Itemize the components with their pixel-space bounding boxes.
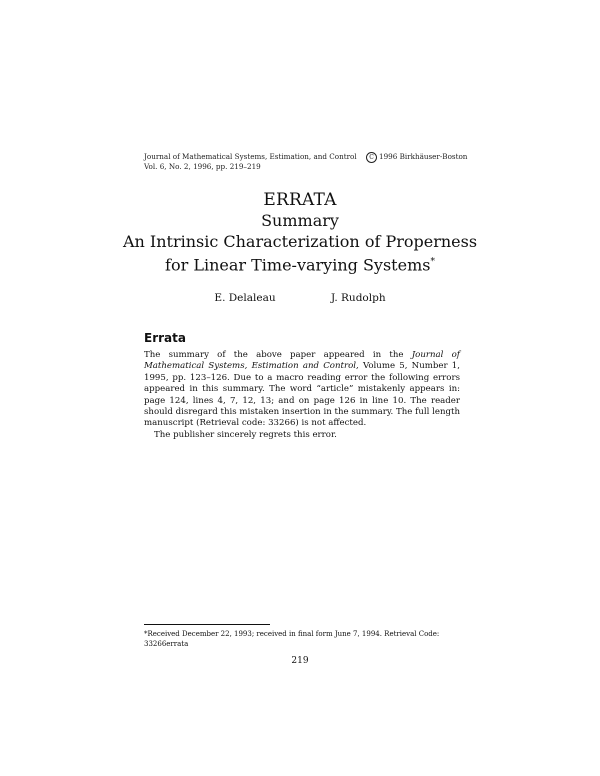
author-1: E. Delaleau [214,292,276,304]
title-summary: Summary [261,211,339,230]
title-footnote-marker: * [430,257,435,267]
journal-line-2: Vol. 6, No. 2, 1996, pp. 219–219 [144,162,261,171]
paper-title-line-1: An Intrinsic Characterization of Properness [122,232,478,251]
title-errata: ERRATA [263,190,337,210]
copyright-notice [366,152,467,163]
page-number: 219 [291,656,309,666]
paragraph-1-start: The summary of the above paper appeared in the [144,350,412,360]
body-text [144,350,460,441]
journal-citation: Journal of Mathematical Systems, Estimation and Control, [144,350,460,372]
footnote: *Received December 22, 1993; received in final form June 7, 1994. Retrieval Code: 33266errata [144,630,440,648]
authors [0,292,600,304]
copyright-text: 1996 Birkhäuser-Boston [379,152,468,161]
paragraph-1-rest: Volume 5, Number 1, 1995, pp. 123–126. Due to a macro reading error the following errors appeared in this summary. The word “article” mistakenly appears in: page 124, lines 4, 7, 12, 13; and on page 126 in line 10. The reader should disregard this mistaken insertion in the summary. The full length manuscript (Retrieval code: 33266) is not affected. [144,361,460,429]
title-block [0,190,600,275]
section-heading: Errata [144,331,186,345]
paper-title-line-2 [0,252,600,275]
copyright-icon: C [366,152,377,163]
paragraph-2: The publisher sincerely regrets this error. [154,429,337,440]
journal-line-1: Journal of Mathematical Systems, Estimation, and Control [144,152,357,161]
journal-header [144,152,357,172]
author-2: J. Rudolph [330,292,386,304]
footnote-rule [144,624,270,625]
paragraph-1 [144,350,460,430]
paper-title-text: for Linear Time-varying Systems [165,255,431,275]
